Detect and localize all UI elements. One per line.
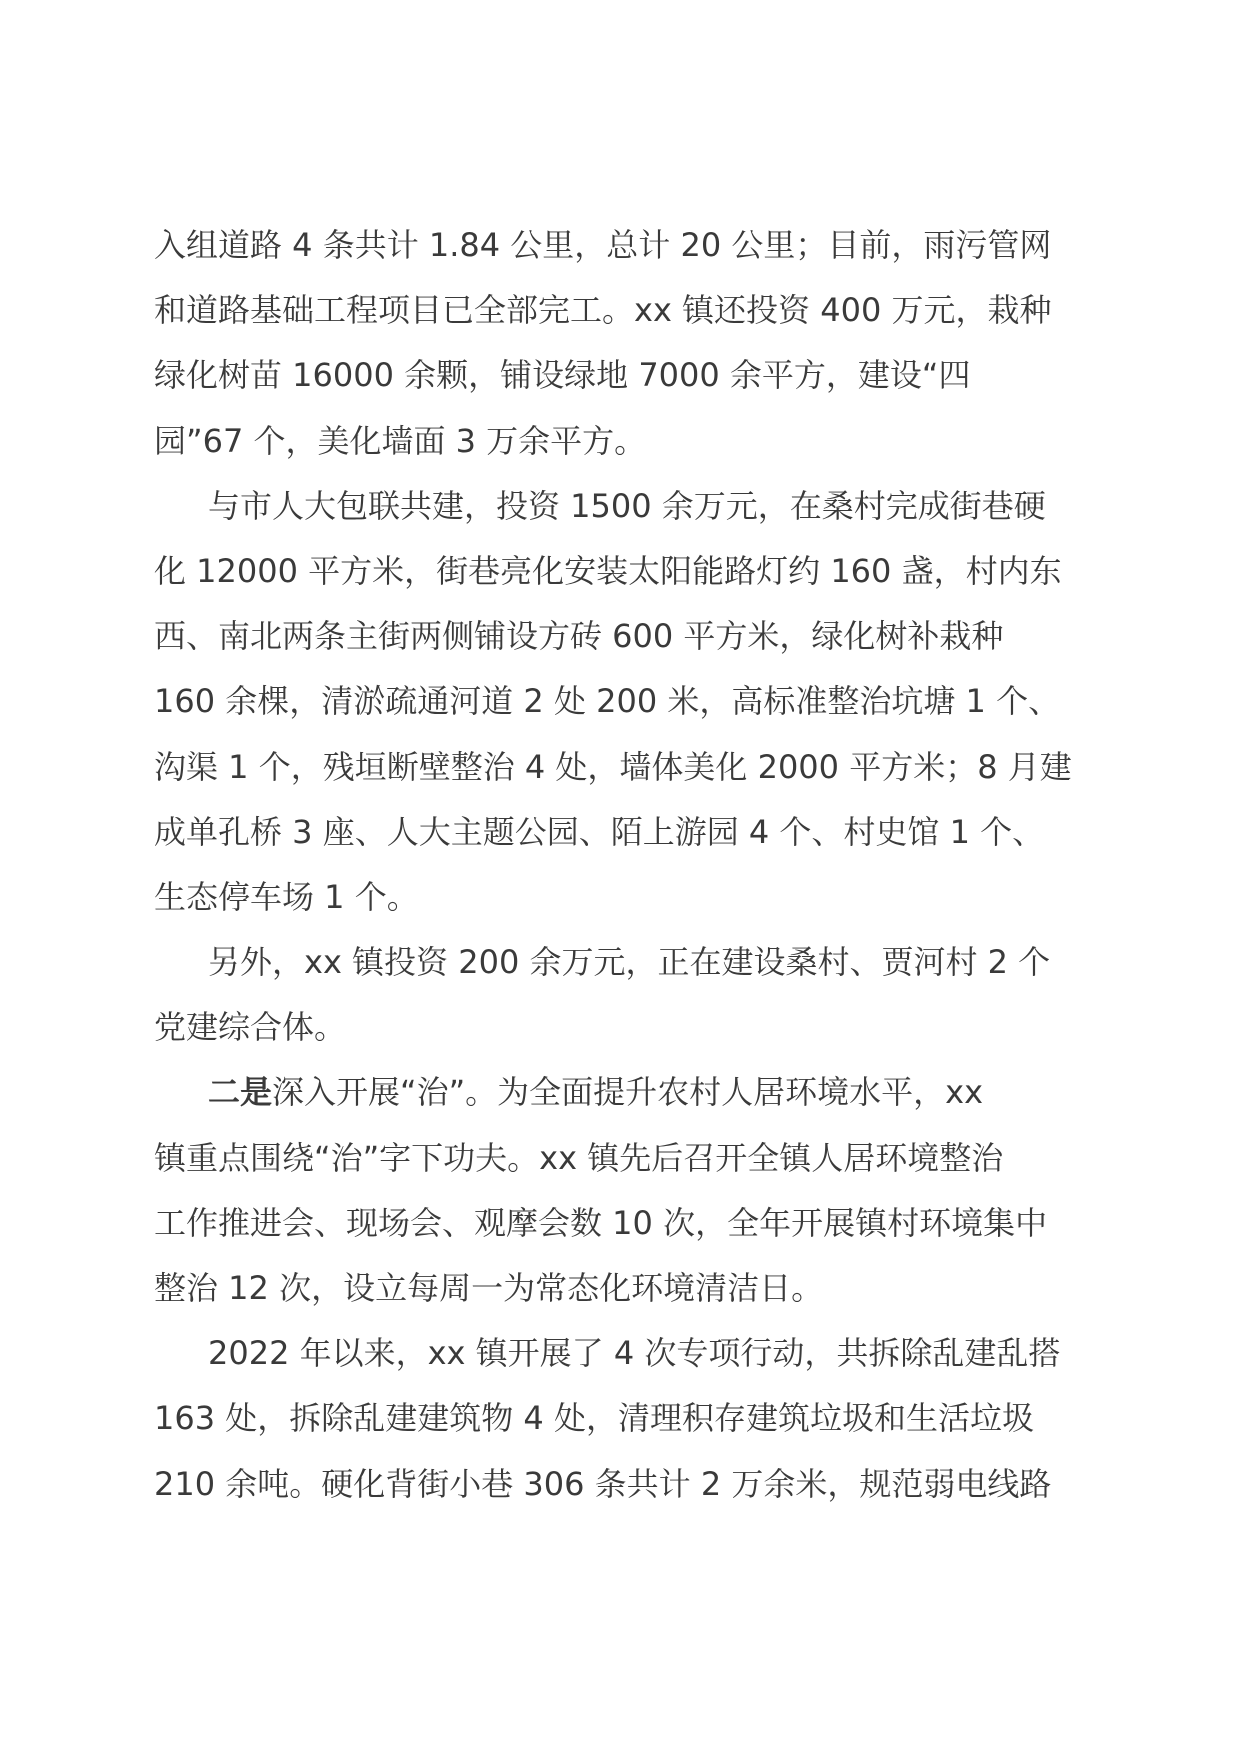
paragraph-5 [154, 1321, 1094, 1517]
paragraph-1 [154, 213, 1094, 474]
text-line [154, 1060, 1094, 1125]
text-line: 与市人大包联共建，投资 1500 余万元，在桑村完成街巷硬 [208, 486, 1046, 525]
document-body [154, 213, 1094, 1517]
paragraph-3 [154, 930, 1094, 1060]
text-line: 绿化树苗 16000 余颗，铺设绿地 7000 余平方，建设“四 [154, 356, 971, 395]
text-line: 210 余吨。硬化背街小巷 306 条共计 2 万余米，规范弱电线路 [154, 1464, 1052, 1503]
text-line: 工作推进会、现场会、观摩会数 10 次，全年开展镇村环境集中 [154, 1203, 1048, 1242]
text-line: 园”67 个，美化墙面 3 万余平方。 [154, 421, 647, 460]
paragraph-4 [154, 1060, 1094, 1321]
text-line: 镇重点围绕“治”字下功夫。xx 镇先后召开全镇人居环境整治 [154, 1138, 1004, 1177]
text-line: 另外，xx 镇投资 200 余万元，正在建设桑村、贾河村 2 个 [208, 943, 1051, 982]
text-line: 沟渠 1 个，残垣断壁整治 4 处，墙体美化 2000 平方米；8 月建 [154, 747, 1072, 786]
text-line: 163 处，拆除乱建建筑物 4 处，清理积存建筑垃圾和生活垃圾 [154, 1399, 1034, 1438]
text-line: 整治 12 次，设立每周一为常态化环境清洁日。 [154, 1269, 824, 1307]
lead-text: 深入开展“治”。为全面提升农村人居环境水平，xx [272, 1073, 984, 1112]
text-line: 化 12000 平方米，街巷亮化安装太阳能路灯约 160 盏，村内东 [154, 551, 1062, 590]
bold-lead: 二是 [208, 1073, 273, 1112]
text-line: 160 余棵，清淤疏通河道 2 处 200 米，高标准整治坑塘 1 个、 [154, 682, 1061, 721]
text-line: 和道路基础工程项目已全部完工。xx 镇还投资 400 万元，栽种 [154, 291, 1052, 330]
text-line: 2022 年以来，xx 镇开展了 4 次专项行动，共拆除乱建乱搭 [208, 1334, 1061, 1373]
text-line: 生态停车场 1 个。 [154, 877, 419, 916]
text-line: 成单孔桥 3 座、人大主题公园、陌上游园 4 个、村史馆 1 个、 [154, 812, 1045, 851]
text-line: 入组道路 4 条共计 1.84 公里，总计 20 公里；目前，雨污管网 [154, 226, 1052, 264]
text-line: 党建综合体。 [154, 1008, 347, 1047]
text-line: 西、南北两条主街两侧铺设方砖 600 平方米，绿化树补栽种 [154, 617, 1004, 656]
paragraph-2 [154, 474, 1094, 930]
